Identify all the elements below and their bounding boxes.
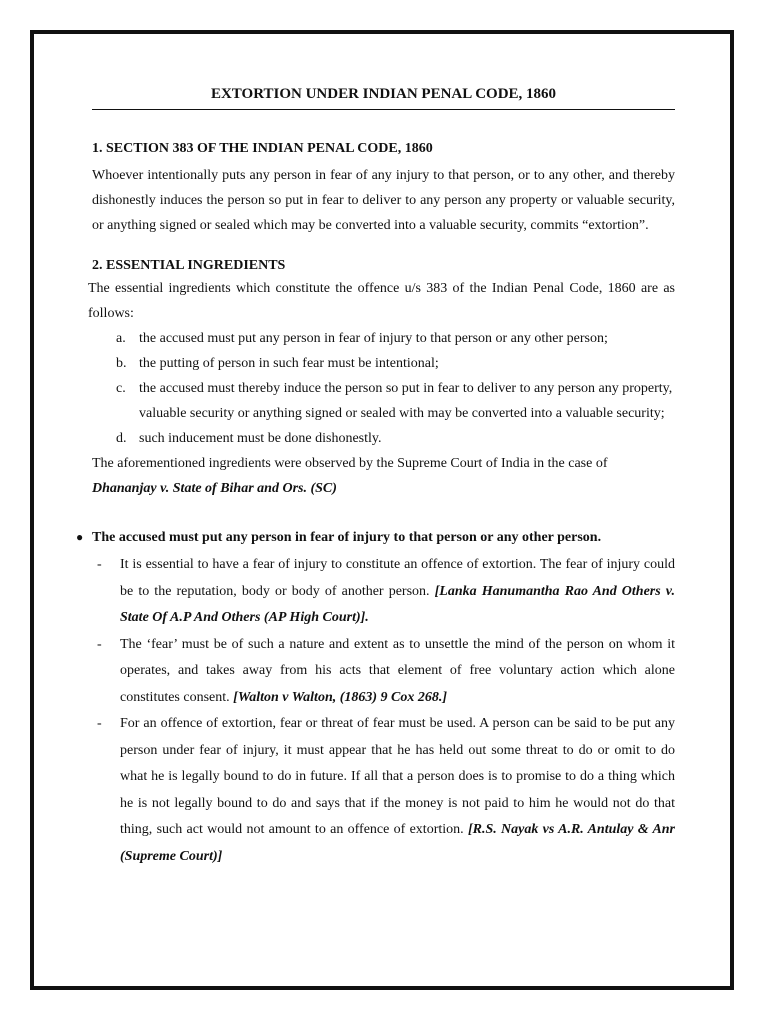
list-item-text: the accused must thereby induce the person so put in fear to deliver to any person any property, valuable security or anything signed or sealed with may be converted into a valuable security;	[139, 381, 673, 421]
list-item	[92, 426, 675, 451]
section-383-text: Whoever intentionally puts any person in fear of any injury to that person, or to any other, and thereby dishonestly induces the person so put in fear to deliver to any person any property or valuable security, or anything signed or sealed which may be converted into a valuable security, commits “extortion”.	[92, 168, 675, 233]
list-marker: c.	[116, 381, 126, 396]
bullet-heading	[76, 525, 675, 550]
section-383	[92, 141, 675, 238]
section-essential-ingredients	[88, 258, 675, 501]
bullet-heading-text: The accused must put any person in fear of injury to that person or any other person.	[92, 530, 602, 545]
ingredients-list	[92, 326, 675, 451]
list-item	[92, 326, 675, 351]
list-marker: b.	[116, 356, 127, 371]
dash-marker: -	[97, 636, 102, 652]
observed-text: The aforementioned ingredients were observed by the Supreme Court of India in the case of	[92, 456, 608, 471]
point-citation: [Walton v Walton, (1863) 9 Cox 268.]	[233, 689, 448, 705]
point-citation: [Lanka Hanumantha Rao And Others v. State Of A.P And Others (AP High Court)].	[120, 583, 676, 625]
observed-paragraph	[92, 451, 675, 501]
point-text: The ‘fear’ must be of such a nature and extent as to unsettle the mind of the person on whom it operates, and takes away from his acts that element of free voluntary action which alone constitutes consent.	[120, 636, 675, 705]
dash-marker: -	[97, 716, 102, 731]
document-body	[76, 86, 676, 870]
point-citation: [R.S. Nayak vs A.R. Antulay & Anr (Supreme Court)]	[120, 822, 676, 864]
bullet-points	[92, 552, 675, 870]
bullet-icon: ●	[76, 530, 84, 544]
essential-ingredients-heading: 2. ESSENTIAL INGREDIENTS	[92, 258, 286, 273]
list-item-text: such inducement must be done dishonestly.	[139, 431, 382, 446]
dash-marker: -	[97, 557, 102, 572]
list-item	[92, 552, 675, 632]
list-item	[92, 711, 675, 870]
list-item-text: the putting of person in such fear must be intentional;	[139, 356, 439, 371]
list-item	[92, 351, 675, 376]
list-marker: d.	[116, 431, 127, 446]
point-text: It is essential to have a fear of injury to constitute an offence of extortion. The fear of injury could be to the reputation, body or body of another person.	[120, 557, 675, 599]
point-text: For an offence of extortion, fear or threat of fear must be used. A person can be said to be put any person under fear of injury, it must appear that he has held out some threat to do or omit to do what he is legally bound to do in future. If all that a person does is to promise to do a thing which he is not legally bound to do and says that if the money is not paid to him he would not do that thing, such act would not amount to an offence of extortion.	[120, 716, 675, 837]
section-383-heading: 1. SECTION 383 OF THE INDIAN PENAL CODE, 1860	[92, 141, 433, 156]
list-marker: a.	[116, 331, 126, 346]
essential-ingredients-intro: The essential ingredients which constitute the offence u/s 383 of the Indian Penal Code, 1860 are as follows:	[88, 281, 675, 321]
list-item-text: the accused must put any person in fear of injury to that person or any other person;	[139, 331, 608, 346]
observed-case-citation: Dhananjay v. State of Bihar and Ors. (SC)	[92, 481, 337, 496]
list-item	[92, 632, 675, 712]
bullet-section	[76, 525, 676, 870]
document-title: EXTORTION UNDER INDIAN PENAL CODE, 1860	[92, 86, 675, 110]
list-item	[92, 376, 675, 426]
